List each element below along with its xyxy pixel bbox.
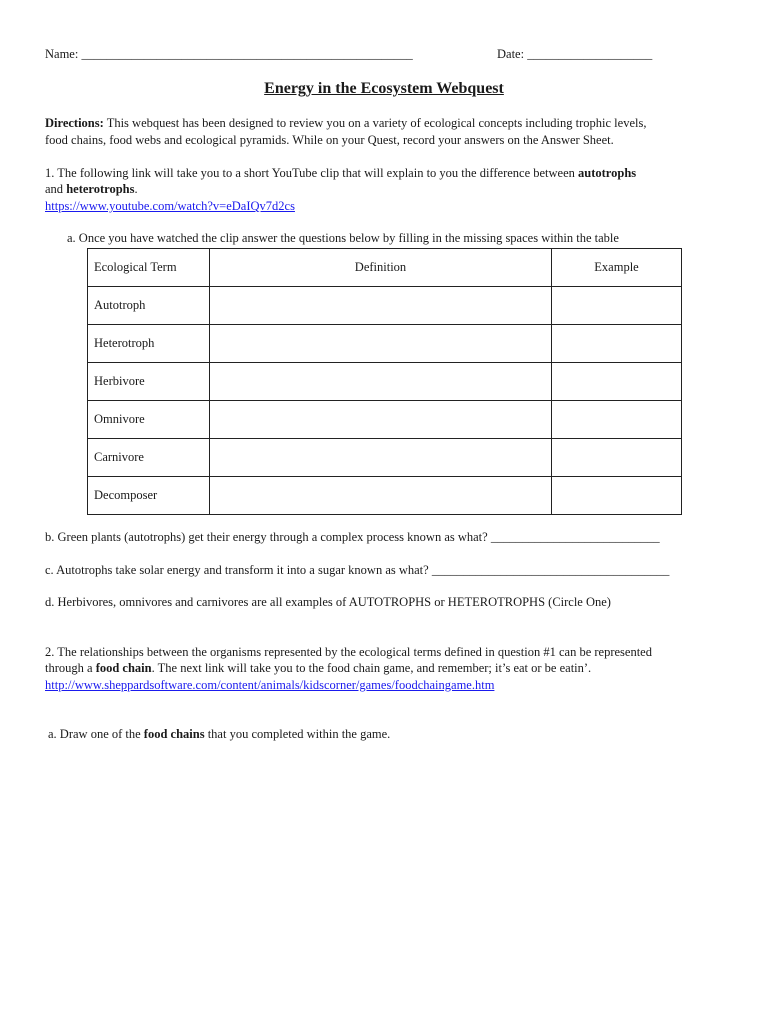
- q1-a-instruction: a. Once you have watched the clip answer the questions below by filling in the missing spaces within the table: [67, 231, 619, 245]
- q2-text-2: through a: [45, 661, 96, 675]
- term-cell: Heterotroph: [88, 325, 210, 363]
- foodchain-game-link[interactable]: http://www.sheppardsoftware.com/content/animals/kidscorner/games/foodchaingame.htm: [45, 678, 495, 692]
- name-label: Name:: [45, 47, 79, 61]
- table-row: [88, 287, 682, 325]
- q1-line-2: [45, 182, 138, 197]
- definition-cell[interactable]: [210, 325, 552, 363]
- date-label: Date:: [497, 47, 525, 61]
- youtube-link[interactable]: https://www.youtube.com/watch?v=eDaIQv7d2cs: [45, 199, 295, 213]
- q1-c-question: c. Autotrophs take solar energy and transform it into a sugar known as what? ______________________________________: [45, 563, 670, 577]
- q2-link-row: [45, 678, 494, 693]
- directions-line-2: food chains, food webs and ecological pyramids. While on your Quest, record your answers on the Answer Sheet.: [45, 133, 614, 147]
- table-row: [88, 477, 682, 515]
- q2-food-chain: food chain: [95, 661, 152, 675]
- q1-d-question: d. Herbivores, omnivores and carnivores are all examples of AUTOTROPHS or HETEROTROPHS (Circle One): [45, 595, 611, 609]
- table-header-term: Ecological Term: [88, 249, 210, 287]
- term-cell: Herbivore: [88, 363, 210, 401]
- q1-line-1: [45, 166, 636, 181]
- q1-text-2-end: .: [134, 182, 138, 196]
- table-row: [88, 401, 682, 439]
- definition-cell[interactable]: [210, 363, 552, 401]
- page-title: Energy in the Ecosystem Webquest: [264, 80, 504, 97]
- term-cell: Omnivore: [88, 401, 210, 439]
- date-blank[interactable]: ____________________: [527, 47, 653, 61]
- term-cell: Autotroph: [88, 287, 210, 325]
- example-cell[interactable]: [552, 401, 682, 439]
- q2-text-2-end: . The next link will take you to the food chain game, and remember; it’s eat or be eatin’.: [151, 661, 592, 675]
- q2-a-text-end: that you completed within the game.: [204, 727, 391, 741]
- q1-heterotrophs: heterotrophs: [66, 182, 135, 196]
- directions-label: Directions:: [45, 116, 104, 130]
- table-header-example: Example: [552, 249, 682, 287]
- example-cell[interactable]: [552, 287, 682, 325]
- name-blank[interactable]: _____________________________________________________: [81, 47, 413, 61]
- q1-text-2: and: [45, 182, 67, 196]
- example-cell[interactable]: [552, 439, 682, 477]
- example-cell[interactable]: [552, 363, 682, 401]
- q2-line-1: 2. The relationships between the organisms represented by the ecological terms defined in question #1 can be represented: [45, 645, 652, 659]
- definition-cell[interactable]: [210, 401, 552, 439]
- directions-text-1: This webquest has been designed to review you on a variety of ecological concepts including trophic levels,: [103, 116, 647, 130]
- example-cell[interactable]: [552, 477, 682, 515]
- example-cell[interactable]: [552, 325, 682, 363]
- table-header-definition: Definition: [210, 249, 552, 287]
- term-cell: Carnivore: [88, 439, 210, 477]
- name-date-row: [45, 47, 413, 62]
- definition-cell[interactable]: [210, 477, 552, 515]
- q1-text-1: 1. The following link will take you to a short YouTube clip that will explain to you the difference between: [45, 166, 579, 180]
- definition-cell[interactable]: [210, 439, 552, 477]
- ecological-terms-table: [87, 248, 682, 515]
- q1-autotrophs: autotrophs: [578, 166, 637, 180]
- q1-link-row: [45, 199, 295, 214]
- q2-a-food-chains: food chains: [143, 727, 205, 741]
- table-row: [88, 439, 682, 477]
- table-row: [88, 363, 682, 401]
- date-row: [497, 47, 652, 62]
- q1-b-question: b. Green plants (autotrophs) get their energy through a complex process known as what? ___________________________: [45, 530, 660, 544]
- term-cell: Decomposer: [88, 477, 210, 515]
- q2-line-2: [45, 661, 591, 676]
- q2-a-text: a. Draw one of the: [48, 727, 144, 741]
- table-header-row: [88, 249, 682, 287]
- q2-a-instruction: [48, 727, 390, 742]
- definition-cell[interactable]: [210, 287, 552, 325]
- table-row: [88, 325, 682, 363]
- directions-line-1: [45, 116, 646, 131]
